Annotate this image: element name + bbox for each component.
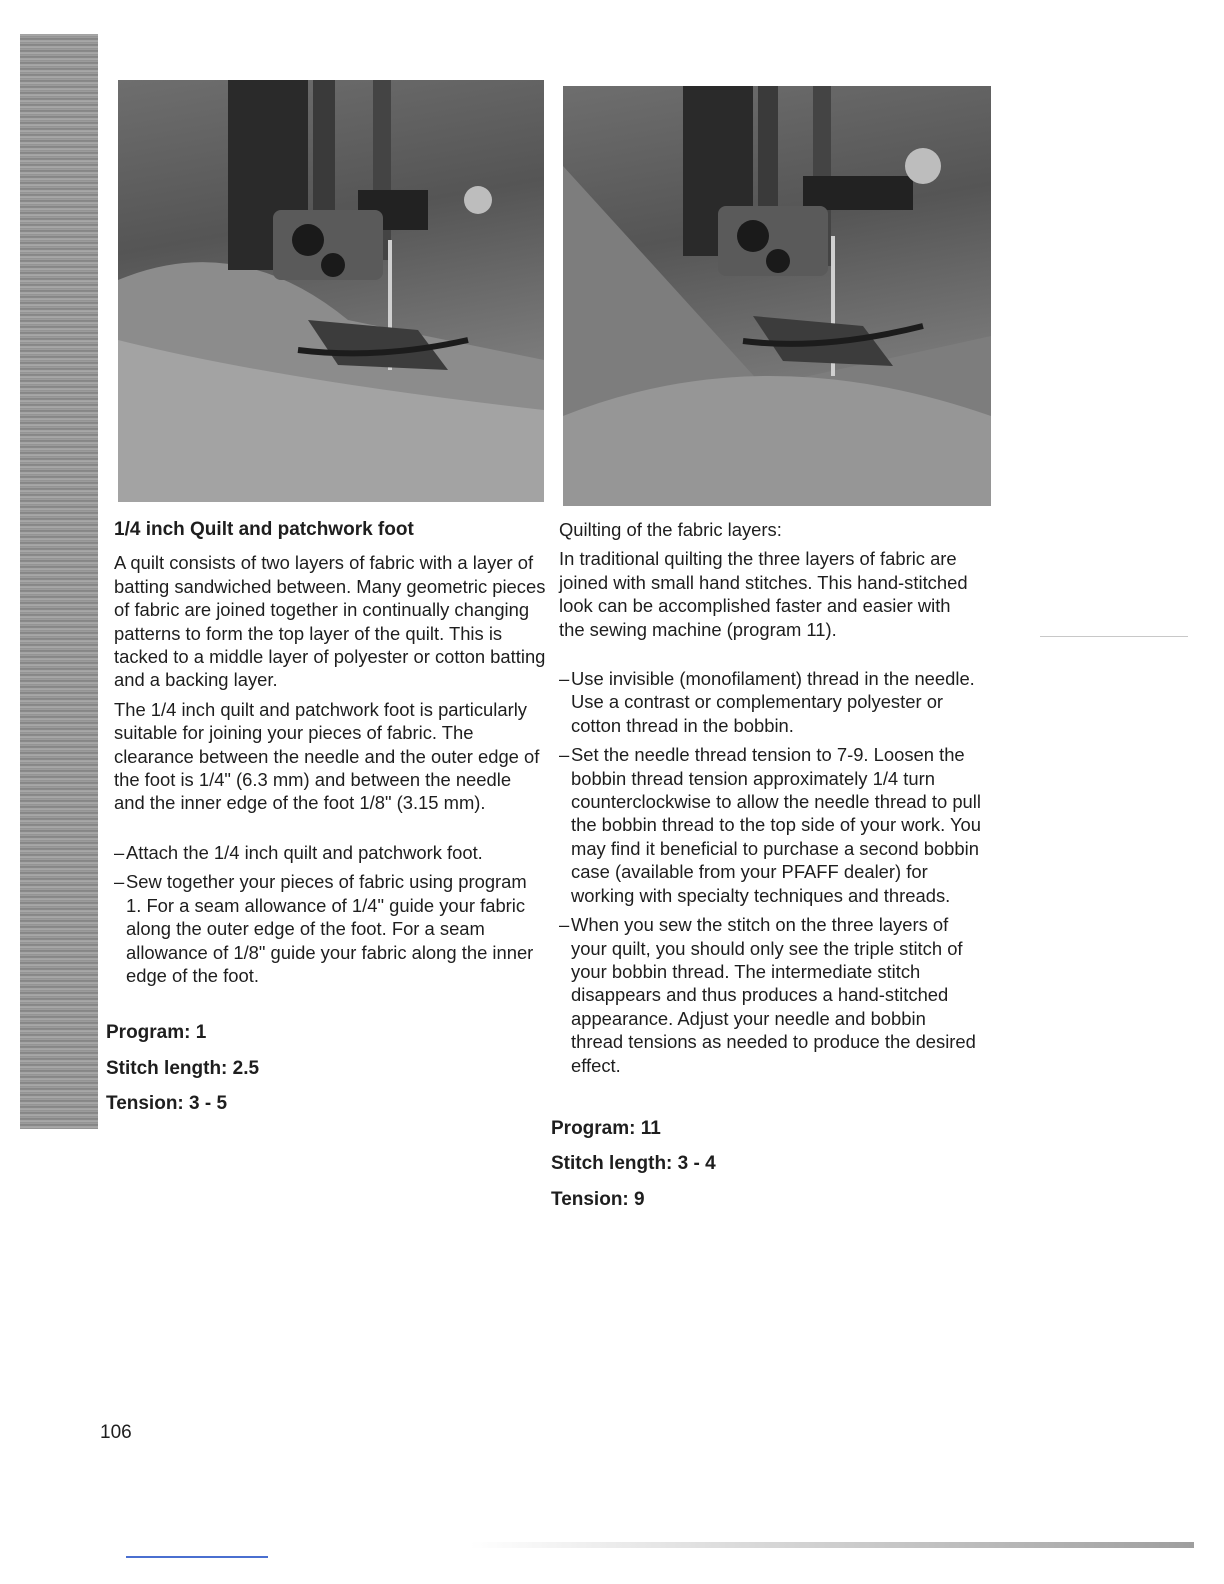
quilting-paragraph: In traditional quilting the three layers of fabric are joined with small hand stitches. This hand-stitched look can be accomplished faster and easier with the sewing machine (program 11).: [559, 548, 968, 640]
left-column: [106, 518, 546, 1128]
settings-block: [106, 1021, 546, 1115]
photo-quilting: [563, 86, 991, 506]
stitch-length-setting: Stitch length: 3 - 4: [551, 1153, 716, 1175]
stitch-length-setting: Stitch length: 2.5: [106, 1057, 260, 1079]
divider: [1040, 636, 1188, 637]
list-item: – Attach the 1/4 inch quilt and patchwork foot.: [114, 841, 483, 863]
sewing-machine-photo-left: [118, 80, 544, 502]
program-setting: Program: 1: [106, 1022, 207, 1044]
page-number: 106: [100, 1422, 132, 1443]
tension-setting: Tension: 3 - 5: [106, 1093, 228, 1115]
list-item: – Set the needle thread tension to 7-9. Loosen the bobbin thread tension approximately 1/4 turn counterclockwise to allow the needle thread to pull the bobbin thread to the top side of your work. You may find it beneficial to purchase a second bobbin case (available from your PFAFF dealer) for working with specialty techniques and threads.: [559, 744, 981, 906]
quilting-intro: Quilting of the fabric layers:: [559, 519, 782, 540]
list-item: – Sew together your pieces of fabric using program 1. For a seam allowance of 1/4" guide your fabric along the outer edge of the foot. For a seam allowance of 1/8" guide your fabric along the inner edge of the foot.: [114, 871, 534, 986]
divider: [470, 1542, 1194, 1548]
instruction-list: [551, 667, 981, 1077]
sewing-machine-photo-right: [563, 86, 991, 506]
instruction-list: [106, 841, 546, 987]
section-heading: 1/4 inch Quilt and patchwork foot: [114, 519, 414, 540]
divider: [126, 1556, 268, 1558]
right-column: [551, 518, 981, 1223]
tension-setting: Tension: 9: [551, 1188, 645, 1210]
photo-patchwork-foot: [118, 80, 544, 502]
list-item: – Use invisible (monofilament) thread in the needle. Use a contrast or complementary polyester or cotton thread in the bobbin.: [559, 668, 975, 736]
intro-paragraph: A quilt consists of two layers of fabric with a layer of batting sandwiched between. Many geometric pieces of fabric are joined together in continually changing patterns to form the top layer of the quilt. This is tacked to a middle layer of polyester or cotton batting and a backing layer.: [114, 552, 546, 691]
side-thumb-tab: [20, 34, 98, 1129]
settings-block: [551, 1117, 981, 1211]
program-setting: Program: 11: [551, 1117, 661, 1139]
list-item: – When you sew the stitch on the three layers of your quilt, you should only see the triple stitch of your bobbin thread. The intermediate stitch disappears and thus produces a hand-stitched appearance. Adjust your needle and bobbin thread tensions as needed to produce the desired effect.: [559, 914, 976, 1076]
foot-description-paragraph: The 1/4 inch quilt and patchwork foot is particularly suitable for joining your pieces of fabric. The clearance between the needle and the outer edge of the foot is 1/4" (6.3 mm) and between the needle and the inner edge of the foot 1/8" (3.15 mm).: [114, 698, 540, 814]
